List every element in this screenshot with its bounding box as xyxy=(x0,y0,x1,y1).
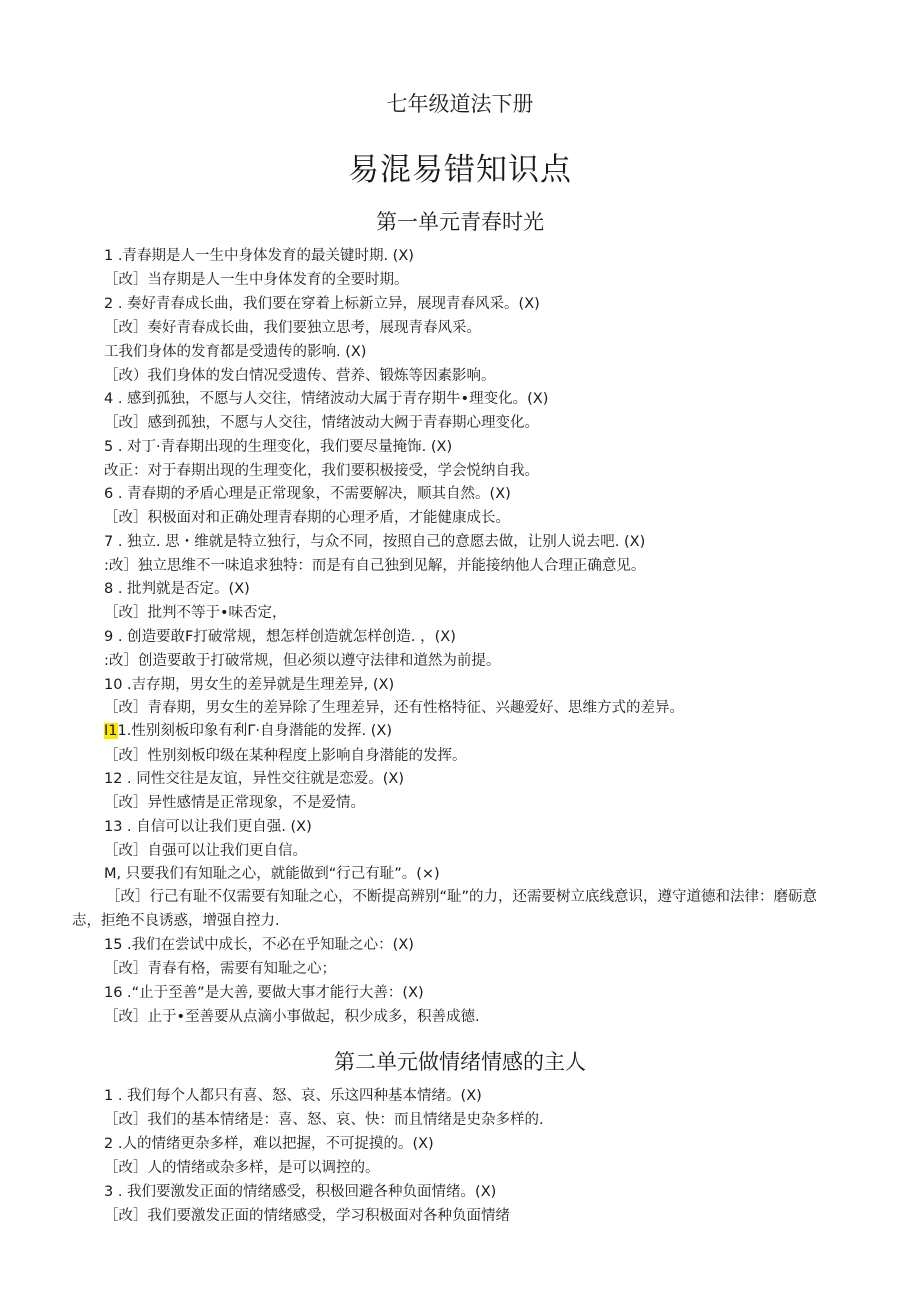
unit2-line: ［改］我们的基本情绪是：喜、怒、哀、快：而且情绪是史杂多样的. xyxy=(104,1112,544,1128)
unit1-line-text: 1.性别刻板印象有利Γ·自身潜能的发挥. (X) xyxy=(117,723,393,739)
unit1-line: ［改］积极面对和正确处理青春期的心理矛盾，才能健康成长。 xyxy=(104,510,510,526)
unit1-line: 16 .“止于至善”是大善, 要做大事才能行大善：(X) xyxy=(104,985,424,1001)
unit2-line: 1 . 我们每个人都只有喜、怒、哀、乐这四种基本情绪。(X) xyxy=(104,1088,482,1104)
unit1-line: ［改］奏好青春成长曲，我们要独立思考，展现青春风采。 xyxy=(104,320,481,336)
unit1-line: 工我们身体的发育都是受遗传的影响. (X) xyxy=(104,344,367,360)
unit1-line: 4 . 感到孤独，不愿与人交往，情绪波动大属于青存期牛•理变化。(X) xyxy=(104,391,549,407)
unit1-line: ［改］感到孤独，不愿与人交往，情绪波动大阙于青春期心理变化。 xyxy=(104,415,539,431)
unit1-line: 1 .青春期是人一生中身体发育的最关键时期. (X) xyxy=(104,248,414,264)
unit1-wrapped-paragraph: ［改］行己有耻不仅需要有知耻之心，不断提高辨别“耻”的力，还需要树立底线意识，遵守道德和法律：磨砺意志，拒绝不良诱惑，增强自控力. xyxy=(72,889,818,929)
document-subtitle: 易混易错知识点 xyxy=(348,152,572,188)
unit1-line: 9 . 创造要敢F打破常规，想怎样创造就怎样创造. ，(X) xyxy=(104,629,456,645)
unit1-line: ［改）我们身体的发白情况受遗传、营养、锻炼等因素影响。 xyxy=(104,368,496,384)
unit1-line: ［改］止于•至善要从点滴小事做起，积少成多，积善成德. xyxy=(104,1009,480,1025)
document-title: 七年级道法下册 xyxy=(386,92,534,116)
unit1-line-highlighted xyxy=(104,720,392,742)
unit1-line: M, 只要我们有知耻之心，就能做到“行己有耻”。(×) xyxy=(104,866,440,882)
unit1-line: ［改］青春期，男女生的差异除了生理差异，还有性格特征、兴趣爱好、思维方式的差异。 xyxy=(104,700,684,716)
unit1-line: 6 . 青春期的矛盾心理是正常现象，不需要解决，顺其自然。(X) xyxy=(104,486,511,502)
unit2-title: 第二单元做情绪情感的主人 xyxy=(334,1050,586,1074)
unit1-line: ［改］当存期是人一生中身体发育的全要时期。 xyxy=(104,272,409,288)
unit2-line: 3 . 我们要激发正面的情绪感受，积极回避各种负面情绪。(X) xyxy=(104,1184,497,1200)
unit1-line: 5 . 对丁·青春期出现的生理变化，我们要尽量掩饰. (X) xyxy=(104,439,453,455)
unit1-line: 2 . 奏好青春成长曲，我们要在穿着上标新立异，展现青春风采。(X) xyxy=(104,296,540,312)
unit1-line: :改］独立思维不一味追求独特：而是有自己独到见解，并能接纳他人合理正确意见。 xyxy=(104,558,646,574)
unit1-title: 第一单元青春时光 xyxy=(376,210,544,234)
unit1-line: ［改］性别刻板印级在某种程度上影响自身潜能的发挥。 xyxy=(104,748,467,764)
unit1-line: 13 . 自信可以让我们更自强. (X) xyxy=(104,819,312,835)
unit1-line: 10 .吉存期，男女生的差异就是生理差异, (X) xyxy=(104,677,395,693)
unit1-line: 8 . 批判就是否定。(X) xyxy=(104,581,250,597)
unit1-line: 7 . 独立. 思・维就是特立独行，与众不同，按照自己的意愿去做，让别人说去吧. (X) xyxy=(104,534,646,550)
unit1-line: ［改］自强可以让我们更自信。 xyxy=(104,843,307,859)
unit2-line: ［改］人的情绪或杂多样，是可以调控的。 xyxy=(104,1160,380,1176)
unit1-line: ［改］青春有格，需要有知耻之心； xyxy=(104,961,336,977)
unit2-line: ［改］我们要激发正面的情绪感受，学习积极面对各种负面情绪 xyxy=(104,1208,510,1224)
unit1-line: ［改］异性感情是正常现象，不是爱情。 xyxy=(104,795,365,811)
unit1-line: 12 . 同性交往是友谊，异性交往就是恋爱。(X) xyxy=(104,771,405,787)
unit1-line: ［改］批判不等于•味否定， xyxy=(104,605,287,621)
highlight-mark: I1 xyxy=(104,723,118,739)
unit1-line: :改］创造要敢于打破常规，但必须以遵守法律和道然为前提。 xyxy=(104,653,501,669)
unit1-line: 15 .我们在尝试中成长，不必在乎知耻之心：(X) xyxy=(104,937,414,953)
unit1-line: 改正：对于春期出现的生理变化，我们要积极接受，学会悦纳自我。 xyxy=(104,463,539,479)
unit2-line: 2 .人的情绪更杂多样，难以把握，不可捉摸的。(X) xyxy=(104,1136,434,1152)
